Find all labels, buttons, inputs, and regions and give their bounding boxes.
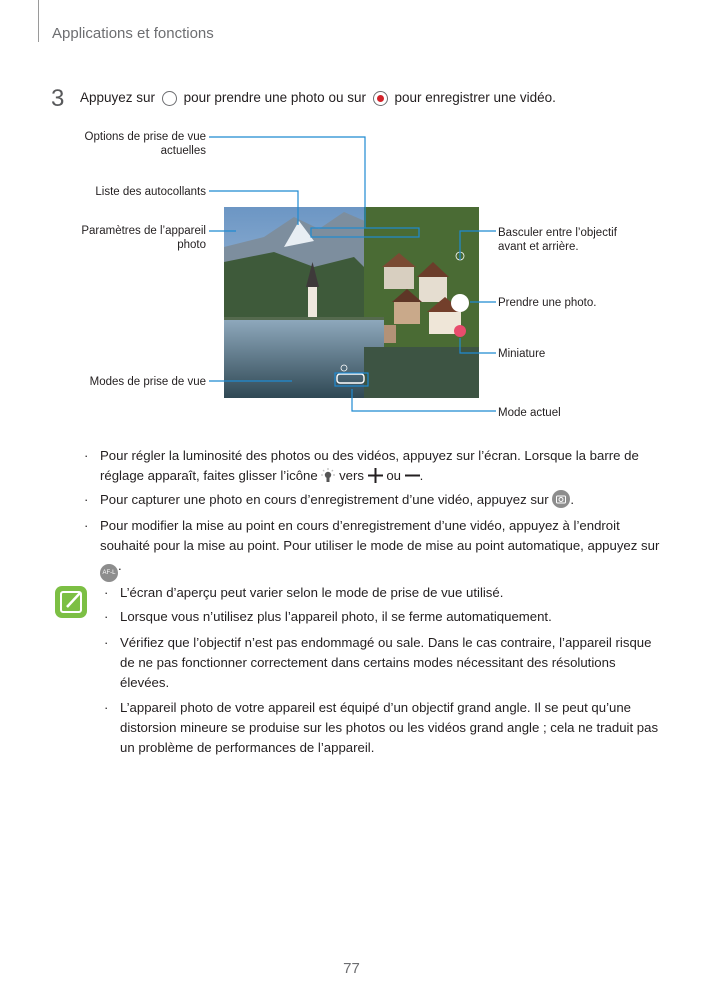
bullet-marker: · [84,448,89,463]
note-text: Vérifiez que l’objectif n’est pas endommagé ou sale. Dans le cas contraire, l’appareil risque de ne pas fonctionner correctement dans certains modes nécessitant des résolutions élevées. [120,635,652,690]
note-item [104,698,665,758]
bullet-brightness-vers: vers [339,468,364,483]
af-lock-icon: AF-L [100,564,118,582]
note-item [104,633,665,693]
callout-thumbnail: Miniature [498,348,546,360]
bullet-capture-text: Pour capturer une photo en cours d’enregistrement d’une vidéo, appuyez sur [100,492,549,507]
callout-modes: Modes de prise de vue [89,376,206,388]
note-marker: · [104,635,109,650]
callout-line-options [209,137,365,228]
note-text: L’écran d’aperçu peut varier selon le mode de prise de vue utilisé. [120,585,504,600]
note-marker: · [104,700,109,715]
note-item [104,583,665,603]
bullet-focus-text: Pour modifier la mise au point en cours d’enregistrement d’une vidéo, appuyez à l’endroit souhaité pour la mise au point. Pour utiliser le mode de mise au point automatique, appuyez sur [100,518,660,553]
bullet-brightness-ou: ou [386,468,401,483]
step-text-part1: Appuyez sur [80,90,156,105]
callout-options-line1: Options de prise de vue [84,131,206,143]
callout-box-options [311,228,419,237]
callout-stickers: Liste des autocollants [95,186,206,198]
step-text-part2: pour prendre une photo ou sur [183,90,366,105]
callout-line-current-mode [352,389,496,411]
note-pencil-icon [55,586,87,618]
plus-icon [368,468,383,483]
callout-settings-line2: photo [177,239,206,251]
callout-line-stickers [209,191,298,225]
step-number: 3 [51,85,65,112]
bullet-brightness: · Pour régler la luminosité des photos ou des vidéos, appuyez sur l’écran. Lorsque la barre de réglage apparaît, faites glisser l’icône vers ou . [84,448,639,483]
camera-capture-icon [552,490,570,508]
callout-take-photo: Prendre une photo. [498,297,597,309]
callout-current-mode: Mode actuel [498,407,561,419]
bullet-brightness-text: Pour régler la luminosité des photos ou des vidéos, appuyez sur l’écran. Lorsque la barre de réglage apparaît, faites glisser l’icône [100,448,639,483]
bullet-marker: · [84,518,89,533]
callout-box-current-mode [335,373,368,386]
callout-line-thumbnail [460,338,496,353]
note-text: Lorsque vous n’utilisez plus l’appareil photo, il se ferme automatiquement. [120,609,552,624]
minus-icon [405,468,420,483]
bullet-focus: · Pour modifier la mise au point en cours d’enregistrement d’une vidéo, appuyez à l’endroit souhaité pour la mise au point. Pour utiliser le mode de mise au point automatique, appuyez sur AF-L . [100,516,660,582]
callout-settings-line1: Paramètres de l’appareil [81,225,206,237]
note-marker: · [104,585,109,600]
page-number: 77 [343,960,360,977]
note-text: L’appareil photo de votre appareil est équipé d’un objectif grand angle. Il se peut qu’une distorsion mineure se produise sur les photos ou les vidéos grand angle ; cela ne traduit pas un problème de performances de l’appareil. [120,700,659,755]
step-text-part3: pour enregistrer une vidéo. [394,90,556,105]
callout-line-switch [460,231,496,260]
bullet-capture-during-video: · Pour capturer une photo en cours d’enregistrement d’une vidéo, appuyez sur . [100,490,660,510]
bullet-marker: · [84,492,89,507]
page-header-title: Applications et fonctions [52,25,214,42]
brightness-icon [321,468,335,483]
callout-switch-line1: Basculer entre l’objectif [498,227,617,239]
callout-switch-line2: avant et arrière. [498,241,579,253]
note-marker: · [104,609,109,624]
note-item [104,607,665,627]
callout-options-line2: actuelles [160,145,206,157]
